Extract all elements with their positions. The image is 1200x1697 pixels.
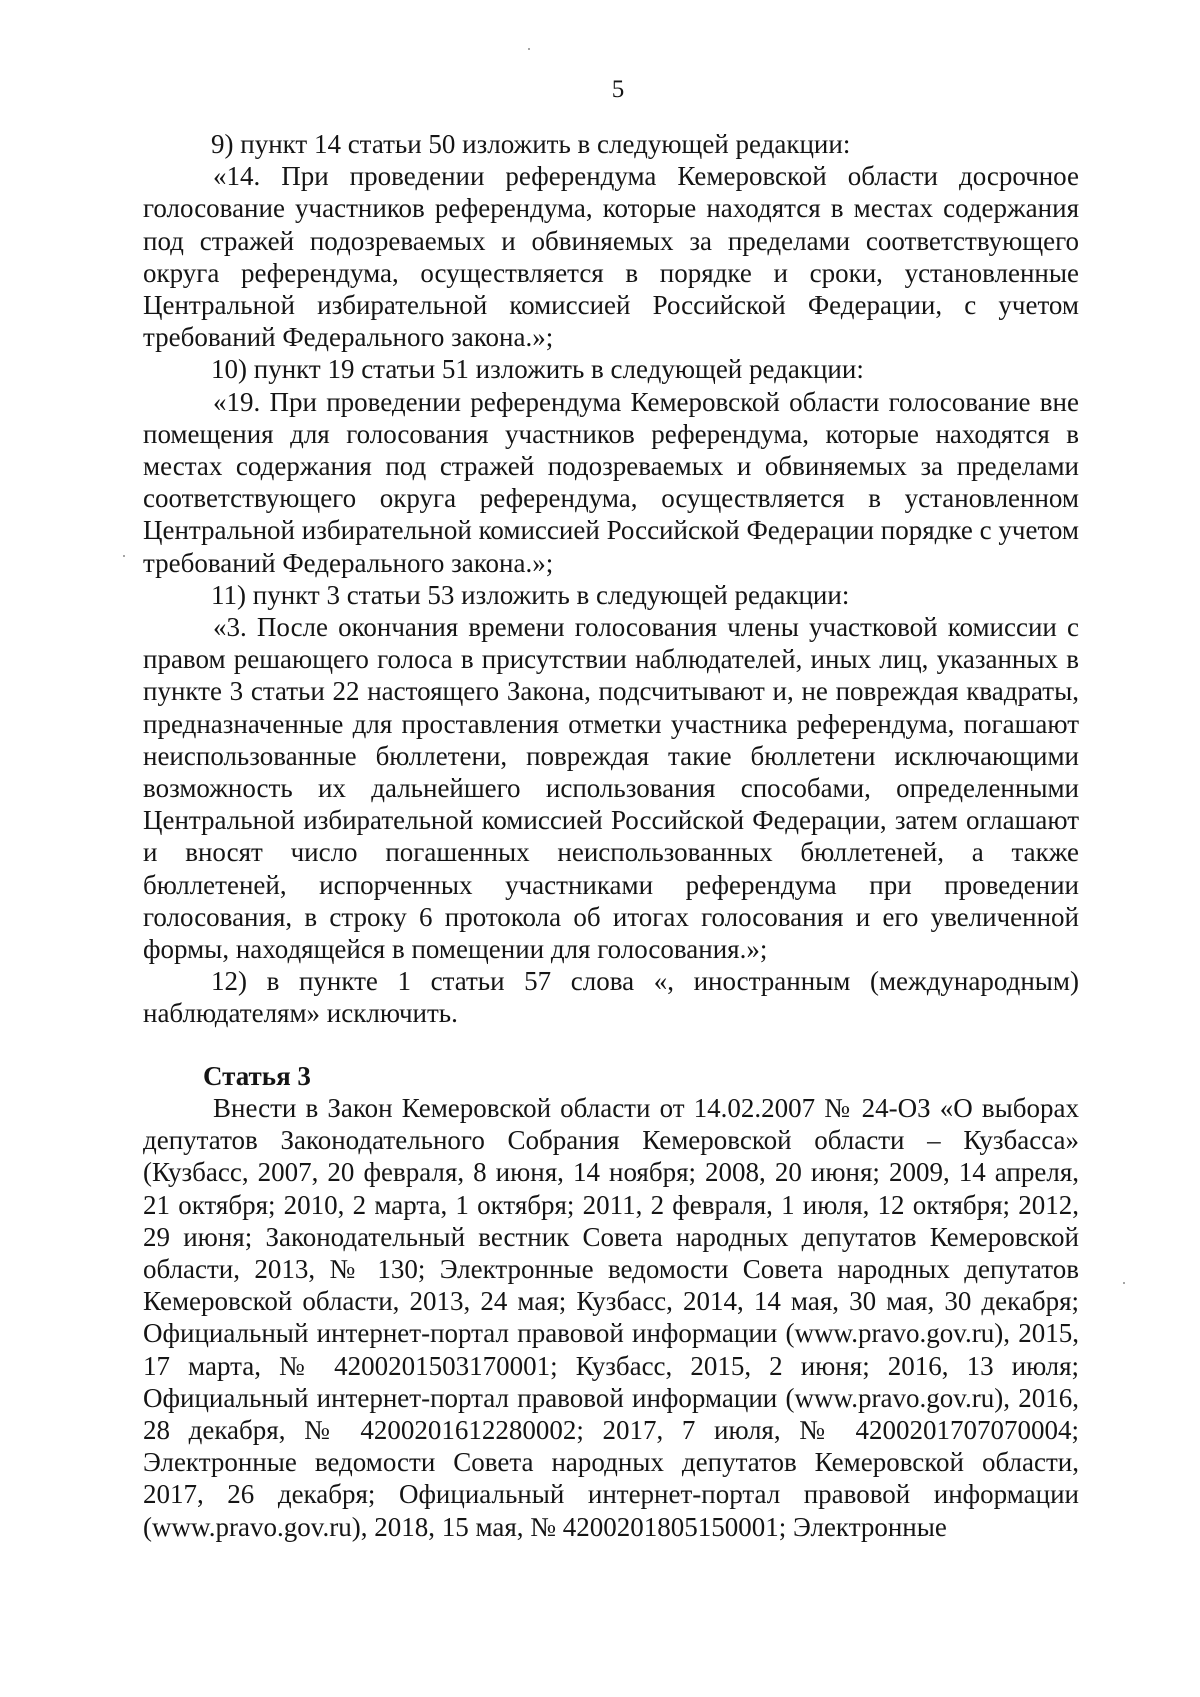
amendment-text-3: «3. После окончания времени голосования члены участковой комиссии с правом решающего голоса в присутствии наблюдателей, иных лиц, указанных в пункте 3 статьи 22 настоящего Закона, подсчитывают и, не повреждая квадраты, предназначенные для проставления отметки участника референдума, погашают неиспользованные бюллетени, повреждая такие бюллетени исключающими возможность их дальнейшего использования способами, определенными Центральной избирательной комиссией Российской Федерации, затем оглашают и вносят число погашенных неиспользованных бюллетеней, а также бюллетеней, испорченных участниками референдума при проведении голосования, в строку 6 протокола об итогах голосования и его увеличенной формы, находящейся в помещении для голосования.»; (143, 612, 1079, 965)
amendment-item-11: 11) пункт 3 статьи 53 изложить в следующей редакции: (211, 579, 850, 610)
scan-speck (528, 48, 530, 50)
page-number: 5 (611, 76, 625, 103)
scan-speck (123, 555, 125, 557)
amendment-item-10: 10) пункт 19 статьи 51 изложить в следующей редакции: (211, 354, 864, 385)
amendment-text-19: «19. При проведении референдума Кемеровской области голосование вне помещения для голосования участников референдума, которые находятся в местах содержания под стражей подозреваемых и обвиняемых за пределами соответствующего округа референдума, осуществляется в установленном Центральной избирательной комиссией Российской Федерации порядке с учетом требований Федерального закона.»; (143, 386, 1079, 578)
amendment-text-14: «14. При проведении референдума Кемеровской области досрочное голосование участников референдума, которые находятся в местах содержания под стражей подозреваемых и обвиняемых за пределами соответствующего округа референдума, осуществляется в порядке и сроки, установленные Центральной избирательной комиссией Российской Федерации, с учетом требований Федерального закона.»; (143, 161, 1079, 353)
article-3-text: Внести в Закон Кемеровской области от 14.02.2007 № 24-ОЗ «О выборах депутатов Законодательного Собрания Кемеровской области – Кузбасса» (Кузбасс, 2007, 20 февраля, 8 июня, 14 ноября; 2008, 20 июня; 2009, 14 апреля, 21 октября; 2010, 2 марта, 1 октября; 2011, 2 февраля, 1 июля, 12 октября; 2012, 29 июня; Законодательный вестник Совета народных депутатов Кемеровской области, 2013, № 130; Электронные ведомости Совета народных депутатов Кемеровской области, 2013, 24 мая; Кузбасс, 2014, 14 мая, 30 мая, 30 декабря; Официальный интернет-портал правовой информации (www.pravo.gov.ru), 2015, 17 марта, № 4200201503170001; Кузбасс, 2015, 2 июня; 2016, 13 июля; Официальный интернет-портал правовой информации (www.pravo.gov.ru), 2016, 28 декабря, № 4200201612280002; 2017, 7 июля, № 4200201707070004; Электронные ведомости Совета народных депутатов Кемеровской области, 2017, 26 декабря; Официальный интернет-портал правовой информации (www.pravo.gov.ru), 2018, 15 мая, № 4200201805150001; Электронные (143, 1092, 1079, 1542)
amendment-item-9: 9) пункт 14 статьи 50 изложить в следующей редакции: (211, 129, 851, 159)
scan-speck (1123, 1282, 1125, 1284)
document-body (143, 128, 1079, 1543)
article-heading: Статья 3 (203, 1060, 311, 1091)
amendment-item-12: 12) в пункте 1 статьи 57 слова «, иностранным (международным) наблюдателям» исключить. (143, 966, 1079, 1029)
